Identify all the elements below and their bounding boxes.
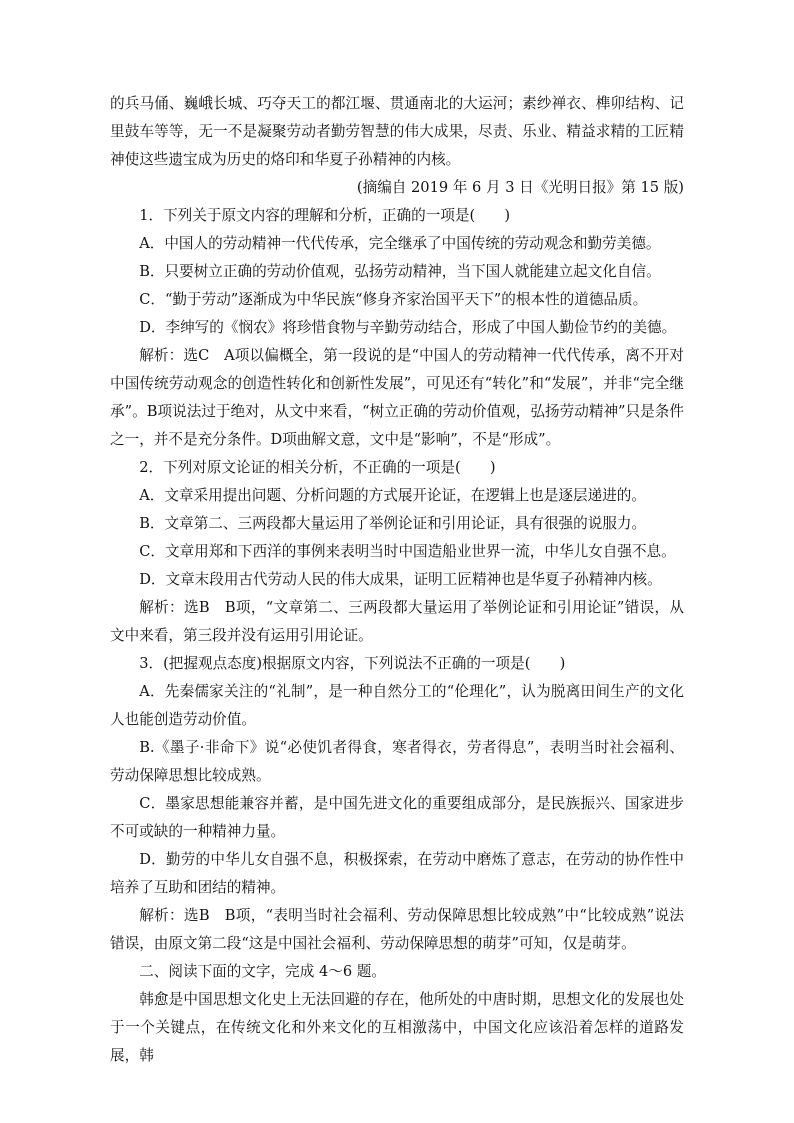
section-heading: 二、阅读下面的文字，完成 4～6 题。 [139,963,386,980]
answer-analysis: 解析：选B B项，“表明当时社会福利、劳动保障思想比较成熟”中“比较成熟”说法错误，由原文第二段“这是中国社会福利、劳动保障思想的萌芽”可知，仅是萌芽。 [110,907,684,952]
option-c: C．文章用郑和下西洋的事例来表明当时中国造船业世界一流，中华儿女自强不息。 [139,543,676,560]
option-a: A．文章采用提出问题、分析问题的方式展开论证，在逻辑上也是逐层递进的。 [139,487,646,504]
option-d: D．文章末段用古代劳动人民的伟大成果，证明工匠精神也是华夏子孙精神内核。 [139,571,662,588]
question-stem: 2．下列对原文论证的相关分析，不正确的一项是( ) [139,459,496,476]
option-b: B.《墨子·非命下》说“必使饥者得食，寒者得衣，劳者得息”，表明当时社会福利、劳动保障思想比较成熟。 [110,739,684,784]
option-a: A．中国人的劳动精神一代代传承，完全继承了中国传统的劳动观念和勤劳美德。 [139,235,661,252]
answer-analysis: 解析：选B B项，“文章第二、三两段都大量运用了举例论证和引用论证”错误，从文中来看，第三段并没有运用引用论证。 [110,599,684,644]
question-stem: 3．(把握观点态度)根据原文内容，下列说法不正确的一项是( ) [139,655,566,672]
option-b: B．文章第二、三两段都大量运用了举例论证和引用论证，具有很强的说服力。 [139,515,647,532]
option-b: B．只要树立正确的劳动价值观，弘扬劳动精神，当下国人就能建立起文化自信。 [139,263,661,280]
question-stem: 1．下列关于原文内容的理解和分析，正确的一项是( ) [139,207,511,224]
option-a: A．先秦儒家关注的“礼制”，是一种自然分工的“伦理化”，认为脱离田间生产的文化人也能创造劳动价值。 [110,683,684,728]
passage-paragraph: 的兵马俑、巍峨长城、巧夺天工的都江堰、贯通南北的大运河；素纱禅衣、榫卯结构、记里鼓车等等，无一不是凝聚劳动者勤劳智慧的伟大成果，尽责、乐业、精益求精的工匠精神使这些遗宝成为历史的烙印和华夏子孙精神的内核。 [110,95,684,168]
answer-analysis: 解析：选C A项以偏概全，第一段说的是“中国人的劳动精神一代代传承，离不开对中国传统劳动观念的创造性转化和创新性发展”，可见还有“转化”和“发展”，并非“完全继承”。B项说法过于绝对，从文中来看，“树立正确的劳动价值观，弘扬劳动精神”只是条件之一，并不是充分条件。D项曲解文意，文中是“影响”，不是“形成”。 [110,347,684,448]
question-3 [110,650,684,958]
section-passage: 韩愈是中国思想文化史上无法回避的存在，他所处的中唐时期，思想文化的发展也处于一个关键点，在传统文化和外来文化的互相激荡中，中国文化应该沿着怎样的道路发展，韩 [110,991,684,1064]
question-2 [110,454,684,650]
option-d: D．勤劳的中华儿女自强不息，积极探索，在劳动中磨炼了意志，在劳动的协作性中培养了互助和团结的精神。 [110,851,684,896]
question-1 [110,202,684,454]
option-d: D．李绅写的《悯农》将珍惜食物与辛勤劳动结合，形成了中国人勤俭节约的美德。 [139,319,677,336]
option-c: C．“勤于劳动”逐渐成为中华民族“修身齐家治国平天下”的根本性的道德品质。 [139,291,648,308]
passage-source: (摘编自 2019 年 6 月 3 日《光明日报》第 15 版) [356,179,684,196]
option-c: C．墨家思想能兼容并蓄，是中国先进文化的重要组成部分，是民族振兴、国家进步不可或缺的一种精神力量。 [110,795,684,840]
